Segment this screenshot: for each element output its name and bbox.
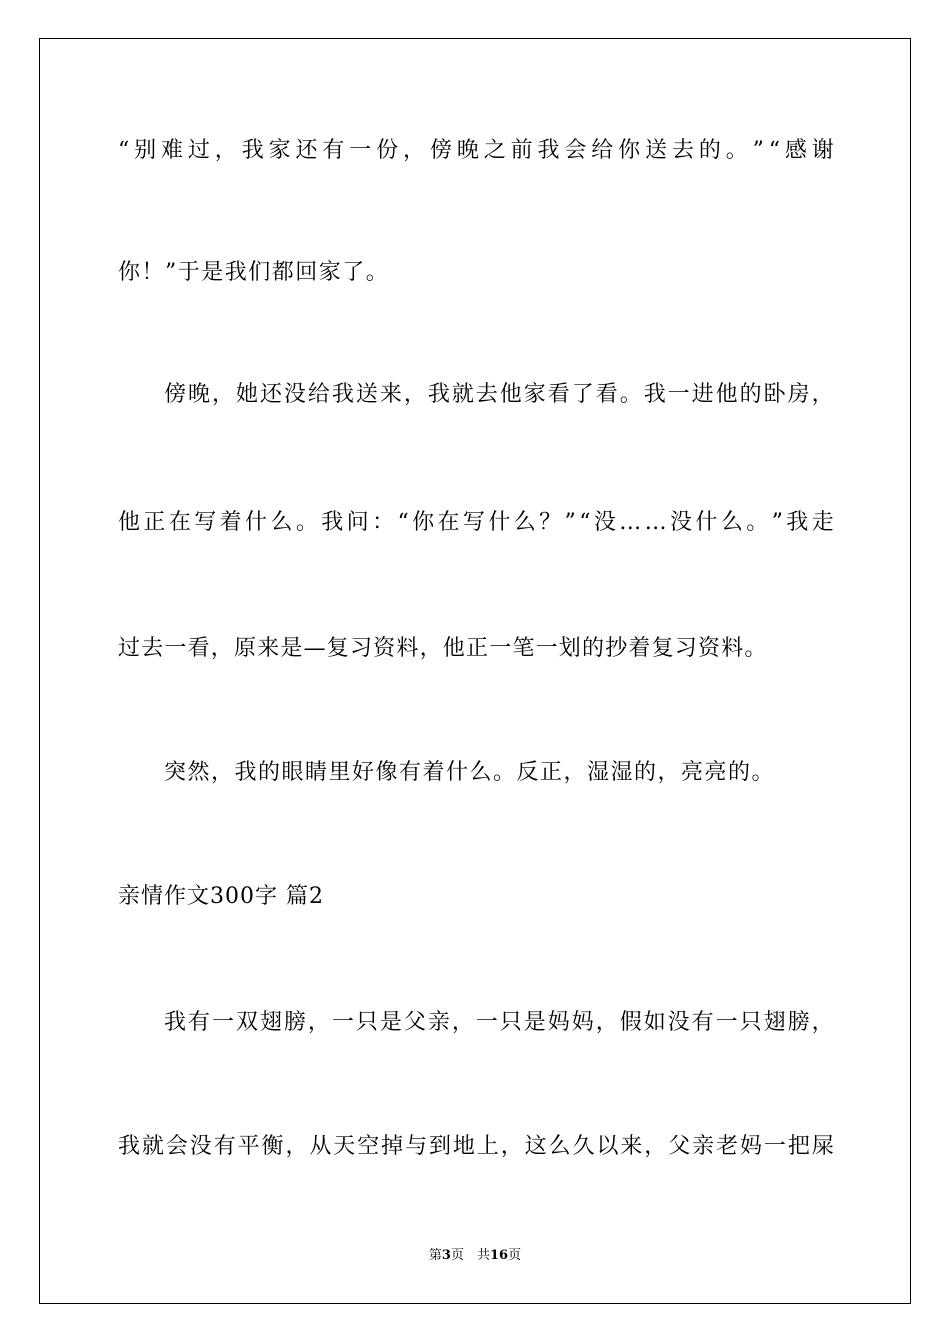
text-line-8: 我 就 会 没 有 平 衡 ， 从 天 空 掉 与 到 地 上 ， 这 么 久 以 来 ， 父 亲 老 妈 一 把 屎 — [118, 1134, 834, 1159]
page-border — [39, 38, 911, 1304]
section-heading: 亲情作文300字 篇2 — [118, 884, 324, 909]
text-line-4: 他 正 在 写 着 什 么 。 我 问 ： “ 你 在 写 什 么 ？ ” “ 没 … … 没 什 么 。 ” 我 走 — [118, 510, 834, 535]
text-line-6: 突然，我的眼睛里好像有着什么。反正，湿湿的，亮亮的。 — [164, 760, 776, 785]
text-line-7: 我 有 一 双 翅 膀 ， 一 只 是 父 亲 ， 一 只 是 妈 妈 ， 假 如 没 有 一 只 翅 膀 ， — [164, 1010, 834, 1035]
text-line-3: 傍 晚 ， 她 还 没 给 我 送 来 ， 我 就 去 他 家 看 了 看 。 我 一 进 他 的 卧 房 ， — [164, 382, 834, 407]
text-line-1: “ 别 难 过 ， 我 家 还 有 一 份 ， 傍 晚 之 前 我 会 给 你 送 去 的 。 ” “ 感 谢 — [118, 138, 834, 163]
footer-prefix: 第 — [428, 1248, 442, 1263]
footer-total-pages: 16 — [489, 1248, 509, 1263]
text-line-5: 过去一看，原来是—复习资料，他正一笔一划的抄着复习资料。 — [118, 636, 768, 661]
page-footer — [0, 1247, 950, 1265]
text-line-2: 你！”于是我们都回家了。 — [118, 260, 390, 285]
footer-page-number: 3 — [441, 1248, 451, 1263]
footer-suffix: 页 — [508, 1248, 522, 1263]
footer-mid: 页 共 — [450, 1248, 490, 1263]
